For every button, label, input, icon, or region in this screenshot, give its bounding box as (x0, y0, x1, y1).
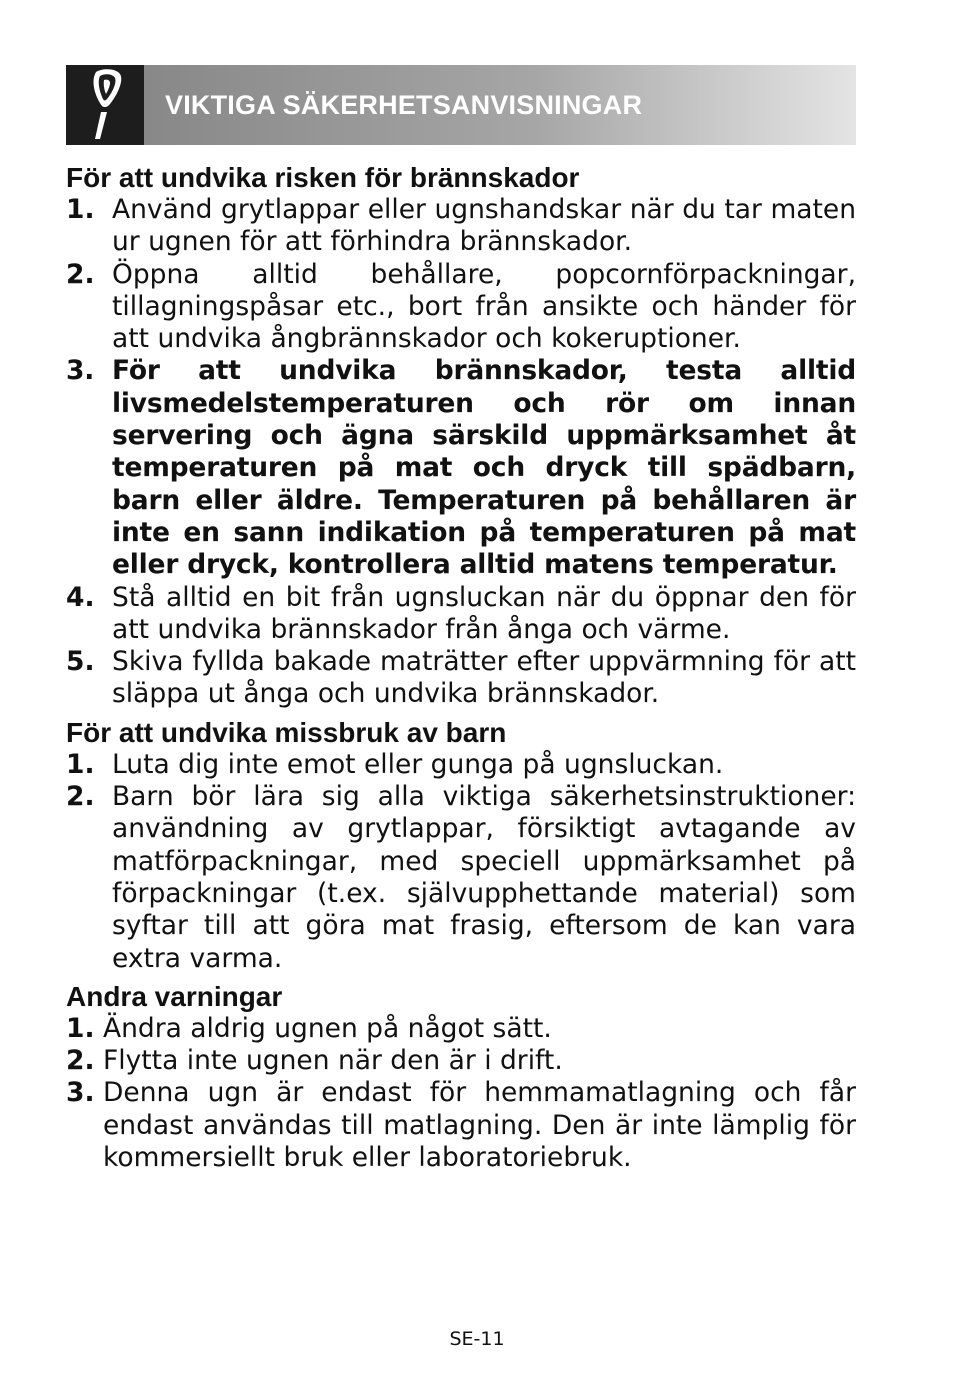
item-text: Denna ugn är endast för hemmamatlagning och får endast användas till matlagning. Den är inte lämplig för kommersiellt bruk eller laboratoriebruk. (103, 1077, 856, 1174)
section-title-other-warnings: Andra varningar (66, 980, 283, 1012)
item-number: 3. (66, 1077, 95, 1109)
list-item (66, 259, 856, 356)
list-item (66, 646, 856, 711)
item-text: Stå alltid en bit från ugnsluckan när du öppnar den för att undvika brännskador från ånga och värme. (112, 581, 856, 645)
list-burns (66, 194, 856, 711)
item-text: För att undvika brännskador, testa alltid livsmedelstemperaturen och rör om innan servering och ägna särskild uppmärksamhet åt temperaturen på mat och dryck till spädbarn, barn eller äldre. Temperaturen på behållaren är inte en sann indikation på temperaturen på mat eller dryck, kontrollera alltid matens temperatur. (112, 355, 856, 581)
page-number: SE-11 (449, 1328, 505, 1350)
header-title: VIKTIGA SÄKERHETSANVISNINGAR (165, 89, 643, 120)
list-item (66, 1013, 856, 1045)
item-text: Skiva fyllda bakade maträtter efter uppvärmning för att släppa ut ånga och undvika brännskador. (112, 646, 856, 710)
item-number: 1. (66, 1012, 95, 1044)
item-text: Använd grytlappar eller ugnshandskar när du tar maten ur ugnen för att förhindra brännskador. (112, 194, 856, 258)
item-number: 1. (66, 194, 95, 225)
list-item (66, 749, 856, 781)
section-header (66, 65, 856, 145)
list-item (66, 1045, 856, 1077)
item-number: 2. (66, 1045, 95, 1077)
section-title-burns: För att undvika risken för brännskador (66, 162, 580, 193)
list-item-emphasized (66, 355, 856, 581)
item-text: Flytta inte ugnen när den är i drift. (103, 1045, 563, 1077)
item-number: 5. (66, 646, 95, 678)
document-page (66, 65, 856, 1174)
list-item (66, 194, 856, 259)
item-number: 4. (66, 581, 95, 613)
list-item (66, 582, 856, 647)
item-text: Öppna alltid behållare, popcornförpackningar, tillagningspåsar etc., bort från ansikte och händer för att undvika ångbrännskador och kokeruptioner. (112, 258, 856, 355)
item-number: 1. (66, 748, 95, 780)
item-number: 3. (66, 355, 95, 387)
header-bar (144, 65, 856, 145)
item-number: 2. (66, 781, 95, 813)
list-other-warnings (66, 1013, 856, 1174)
list-item (66, 781, 856, 975)
list-item (66, 1077, 856, 1174)
item-text: Luta dig inte emot eller gunga på ugnsluckan. (112, 748, 724, 780)
item-text: Barn bör lära sig alla viktiga säkerhetsinstruktioner: användning av grytlappar, försiktigt avtagande av matförpackningar, med speciell uppmärksamhet på förpackningar (t.ex. självupphettande material) som syftar till att göra mat frasig, eftersom de kan vara extra varma. (112, 781, 856, 974)
item-text: Ändra aldrig ugnen på något sätt. (103, 1012, 552, 1044)
list-children (66, 749, 856, 975)
item-number: 2. (66, 258, 95, 290)
section-title-children: För att undvika missbruk av barn (66, 716, 507, 748)
exclamation-icon (66, 65, 144, 145)
